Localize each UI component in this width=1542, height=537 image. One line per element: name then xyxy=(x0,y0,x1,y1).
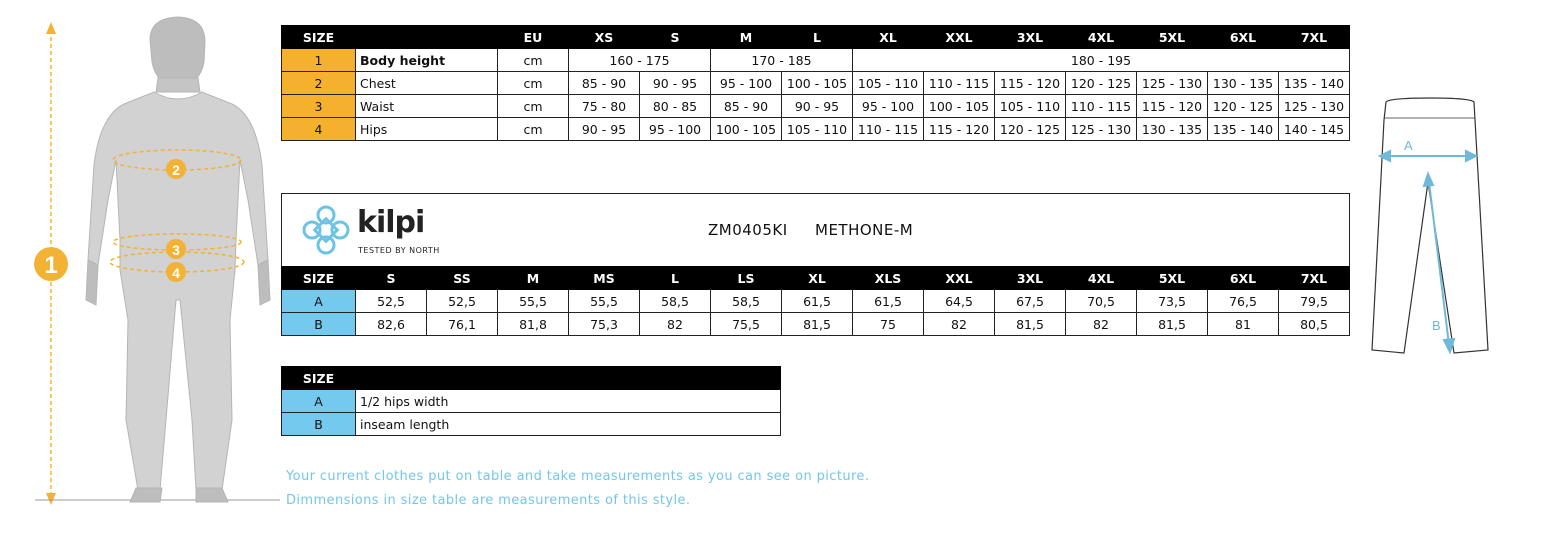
header-cell: 6XL xyxy=(1208,26,1279,49)
header-cell: XL xyxy=(853,26,924,49)
row-number: 1 xyxy=(282,49,356,72)
header-cell: SS xyxy=(427,267,498,290)
height-range-cell: 170 - 185 xyxy=(711,49,853,72)
header-cell: M xyxy=(498,267,569,290)
brand-tagline: TESTED BY NORTH xyxy=(358,246,440,255)
legend-header-blank xyxy=(356,367,781,390)
value-cell: 105 - 110 xyxy=(782,118,853,141)
pants-diagram xyxy=(1360,90,1510,370)
value-cell: 95 - 100 xyxy=(853,95,924,118)
legend-header-cell: SIZE xyxy=(282,367,356,390)
note-line-2: Dimmensions in size table are measurements of this style. xyxy=(286,493,691,508)
table-row xyxy=(282,390,781,413)
product-table-header xyxy=(282,267,1350,290)
row-number: 4 xyxy=(282,118,356,141)
header-cell: 4XL xyxy=(1066,267,1137,290)
header-cell xyxy=(356,26,498,49)
pants-label-b: B xyxy=(1432,318,1441,333)
value-cell: 115 - 120 xyxy=(924,118,995,141)
marker-2-label: 2 xyxy=(172,162,180,178)
marker-3-label: 3 xyxy=(172,242,180,258)
value-cell: 85 - 90 xyxy=(711,95,782,118)
value-cell: 100 - 105 xyxy=(711,118,782,141)
pants-label-a: A xyxy=(1404,138,1413,153)
table-row xyxy=(282,118,1350,141)
value-cell: 70,5 xyxy=(1066,290,1137,313)
legend-table-header xyxy=(282,367,781,390)
unit-cell: cm xyxy=(498,118,569,141)
value-cell: 130 - 135 xyxy=(1137,118,1208,141)
value-cell: 73,5 xyxy=(1137,290,1208,313)
value-cell: 120 - 125 xyxy=(1066,72,1137,95)
header-cell: 7XL xyxy=(1279,26,1350,49)
value-cell: 95 - 100 xyxy=(640,118,711,141)
marker-4-label: 4 xyxy=(172,265,180,281)
header-cell: XL xyxy=(782,267,853,290)
value-cell: 135 - 140 xyxy=(1208,118,1279,141)
value-cell: 125 - 130 xyxy=(1279,95,1350,118)
header-cell: 4XL xyxy=(1066,26,1137,49)
value-cell: 95 - 100 xyxy=(711,72,782,95)
value-cell: 115 - 120 xyxy=(1137,95,1208,118)
value-cell: 82 xyxy=(640,313,711,336)
kilpi-knot-logo-icon xyxy=(300,203,352,257)
legend-label-a: A xyxy=(282,390,356,413)
value-cell: 125 - 130 xyxy=(1066,118,1137,141)
body-measurement-figure xyxy=(0,0,280,537)
value-cell: 120 - 125 xyxy=(995,118,1066,141)
size-table-header xyxy=(282,26,1350,49)
row-label: A xyxy=(282,290,356,313)
value-cell: 105 - 110 xyxy=(995,95,1066,118)
body-size-table xyxy=(281,25,1350,141)
row-number: 2 xyxy=(282,72,356,95)
value-cell: 120 - 125 xyxy=(1208,95,1279,118)
row-label: Chest xyxy=(356,72,498,95)
header-cell: 3XL xyxy=(995,267,1066,290)
row-number: 3 xyxy=(282,95,356,118)
value-cell: 64,5 xyxy=(924,290,995,313)
header-cell: 5XL xyxy=(1137,267,1208,290)
value-cell: 61,5 xyxy=(853,290,924,313)
value-cell: 79,5 xyxy=(1279,290,1350,313)
row-label: Waist xyxy=(356,95,498,118)
value-cell: 82 xyxy=(924,313,995,336)
header-cell: MS xyxy=(569,267,640,290)
value-cell: 85 - 90 xyxy=(569,72,640,95)
header-cell: 7XL xyxy=(1279,267,1350,290)
value-cell: 81,8 xyxy=(498,313,569,336)
table-row xyxy=(282,413,781,436)
unit-cell: cm xyxy=(498,72,569,95)
table-row xyxy=(282,313,1350,336)
value-cell: 58,5 xyxy=(640,290,711,313)
value-cell: 135 - 140 xyxy=(1279,72,1350,95)
value-cell: 105 - 110 xyxy=(853,72,924,95)
value-cell: 110 - 115 xyxy=(924,72,995,95)
value-cell: 55,5 xyxy=(569,290,640,313)
header-cell: SIZE xyxy=(282,26,356,49)
header-cell: 5XL xyxy=(1137,26,1208,49)
value-cell: 80,5 xyxy=(1279,313,1350,336)
value-cell: 81,5 xyxy=(782,313,853,336)
value-cell: 140 - 145 xyxy=(1279,118,1350,141)
legend-label-b: B xyxy=(282,413,356,436)
value-cell: 75 - 80 xyxy=(569,95,640,118)
product-name: METHONE-M xyxy=(815,221,914,239)
value-cell: 76,1 xyxy=(427,313,498,336)
value-cell: 81 xyxy=(1208,313,1279,336)
value-cell: 100 - 105 xyxy=(782,72,853,95)
row-label: Body height xyxy=(356,49,498,72)
value-cell: 75,3 xyxy=(569,313,640,336)
legend-text-a: 1/2 hips width xyxy=(356,390,781,413)
row-label: B xyxy=(282,313,356,336)
header-cell: L xyxy=(640,267,711,290)
value-cell: 130 - 135 xyxy=(1208,72,1279,95)
value-cell: 75 xyxy=(853,313,924,336)
value-cell: 90 - 95 xyxy=(569,118,640,141)
value-cell: 90 - 95 xyxy=(640,72,711,95)
row-label: Hips xyxy=(356,118,498,141)
header-cell: 3XL xyxy=(995,26,1066,49)
value-cell: 76,5 xyxy=(1208,290,1279,313)
header-cell: S xyxy=(356,267,427,290)
value-cell: 81,5 xyxy=(995,313,1066,336)
marker-1-label: 1 xyxy=(44,252,58,279)
value-cell: 52,5 xyxy=(356,290,427,313)
table-row xyxy=(282,290,1350,313)
value-cell: 55,5 xyxy=(498,290,569,313)
header-cell: XXL xyxy=(924,267,995,290)
header-cell: 6XL xyxy=(1208,267,1279,290)
header-cell: LS xyxy=(711,267,782,290)
height-range-cell: 160 - 175 xyxy=(569,49,711,72)
legend-text-b: inseam length xyxy=(356,413,781,436)
value-cell: 110 - 115 xyxy=(1066,95,1137,118)
header-cell: XLS xyxy=(853,267,924,290)
product-size-table xyxy=(281,266,1350,336)
unit-cell: cm xyxy=(498,49,569,72)
value-cell: 125 - 130 xyxy=(1137,72,1208,95)
value-cell: 82,6 xyxy=(356,313,427,336)
unit-cell: cm xyxy=(498,95,569,118)
value-cell: 90 - 95 xyxy=(782,95,853,118)
note-line-1: Your current clothes put on table and take measurements as you can see on picture. xyxy=(286,469,870,484)
table-row xyxy=(282,95,1350,118)
header-cell: S xyxy=(640,26,711,49)
value-cell: 75,5 xyxy=(711,313,782,336)
header-cell: XXL xyxy=(924,26,995,49)
value-cell: 61,5 xyxy=(782,290,853,313)
value-cell: 110 - 115 xyxy=(853,118,924,141)
table-row xyxy=(282,72,1350,95)
header-cell: SIZE xyxy=(282,267,356,290)
product-code: ZM0405KI xyxy=(708,221,788,239)
header-cell: EU xyxy=(498,26,569,49)
value-cell: 100 - 105 xyxy=(924,95,995,118)
measurement-legend-table xyxy=(281,366,781,436)
value-cell: 58,5 xyxy=(711,290,782,313)
brand-logo-text: kilpi xyxy=(357,205,425,240)
value-cell: 115 - 120 xyxy=(995,72,1066,95)
value-cell: 67,5 xyxy=(995,290,1066,313)
value-cell: 52,5 xyxy=(427,290,498,313)
header-cell: L xyxy=(782,26,853,49)
table-row xyxy=(282,49,1350,72)
value-cell: 80 - 85 xyxy=(640,95,711,118)
value-cell: 81,5 xyxy=(1137,313,1208,336)
value-cell: 82 xyxy=(1066,313,1137,336)
header-cell: M xyxy=(711,26,782,49)
header-cell: XS xyxy=(569,26,640,49)
height-range-cell: 180 - 195 xyxy=(853,49,1350,72)
